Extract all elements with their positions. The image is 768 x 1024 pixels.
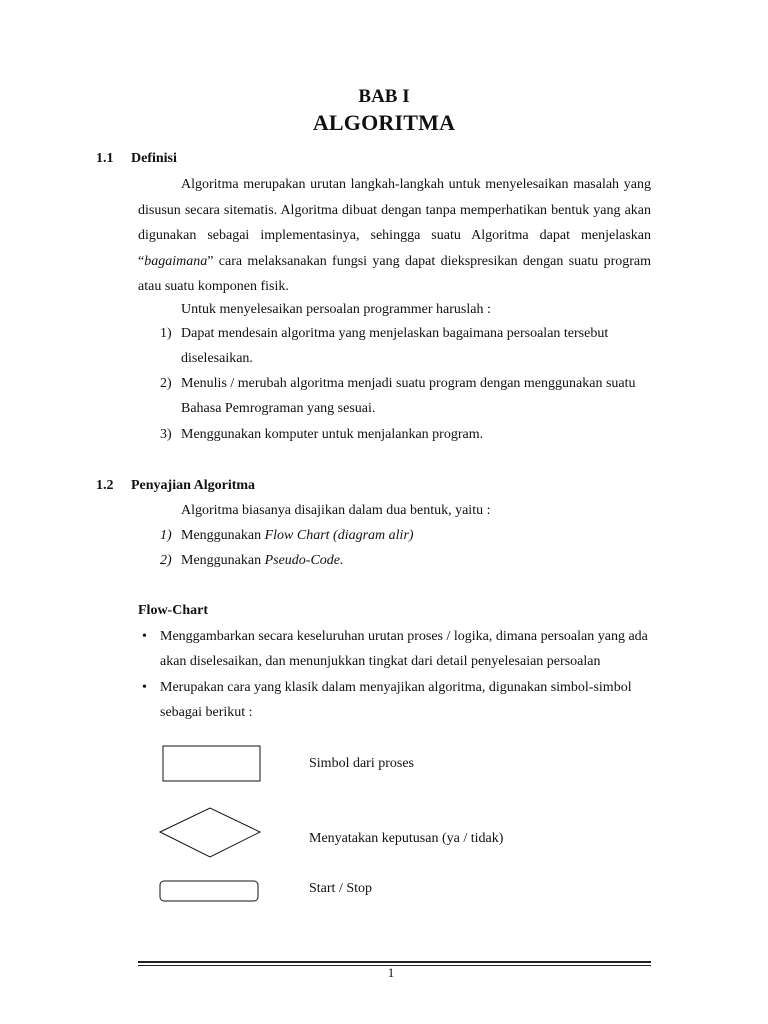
- decision-diamond-shape: [160, 808, 260, 857]
- bullet-icon: •: [142, 629, 147, 644]
- presentation-intro: Algoritma biasanya disajikan dalam dua bentuk, yaitu :: [181, 503, 491, 518]
- paragraph-italic: bagaimana: [144, 253, 208, 269]
- page-number: 1: [387, 965, 395, 980]
- process-rectangle-shape: [163, 746, 260, 781]
- list-item: Menggunakan Flow Chart (diagram alir): [181, 528, 414, 543]
- list-item: Menggunakan Pseudo-Code.: [181, 553, 344, 568]
- list-number: 3): [160, 427, 172, 442]
- list-item: Menulis / merubah algoritma menjadi suatu program dengan menggunakan suatu Bahasa Pemrograman yang sesuai.: [181, 376, 636, 417]
- paragraph-text: Algoritma merupakan urutan langkah-langkah untuk menyelesaikan masalah yang disusun secara sitematis. Algoritma dibuat dengan tanpa memperhatikan bentuk yang akan digunakan sebagai implementasinya, sehingga suatu Algoritma dapat menjelaskan “: [138, 177, 651, 269]
- symbol-label: Simbol dari proses: [309, 756, 414, 771]
- terminator-shape: [160, 881, 258, 901]
- section-title: Definisi: [131, 151, 177, 166]
- definition-paragraph: [138, 172, 651, 300]
- list-item: Menggunakan komputer untuk menjalankan program.: [181, 427, 484, 442]
- list-number: 1): [160, 528, 172, 543]
- list-number: 1): [160, 326, 172, 341]
- flowchart-symbols: [155, 740, 270, 910]
- chapter-label: BAB I: [358, 86, 410, 107]
- section-number: 1.2: [96, 478, 114, 493]
- flowchart-heading: Flow-Chart: [138, 603, 208, 618]
- footer-rule: [138, 961, 651, 963]
- bullet-icon: •: [142, 680, 147, 695]
- list-number: 2): [160, 553, 172, 568]
- chapter-title: ALGORITMA: [312, 110, 456, 135]
- list-item: Dapat mendesain algoritma yang menjelaskan bagaimana persoalan tersebut diselesaikan.: [181, 326, 609, 367]
- section-title: Penyajian Algoritma: [131, 478, 256, 493]
- symbol-label: Start / Stop: [309, 881, 373, 896]
- symbol-label: Menyatakan keputusan (ya / tidak): [309, 831, 504, 846]
- requirements-intro: Untuk menyelesaikan persoalan programmer haruslah :: [181, 302, 491, 317]
- list-number: 2): [160, 376, 172, 391]
- bullet-item: Merupakan cara yang klasik dalam menyajikan algoritma, digunakan simbol-simbol sebagai berikut :: [160, 680, 632, 721]
- bullet-item: Menggambarkan secara keseluruhan urutan proses / logika, dimana persoalan yang ada akan diselesaikan, dan menunjukkan tingkat dari detail penyelesaian persoalan: [160, 629, 648, 670]
- paragraph-text-cont: ” cara melaksanakan fungsi yang dapat diekspresikan dengan suatu program atau suatu komponen fisik.: [138, 253, 651, 294]
- section-number: 1.1: [96, 151, 114, 166]
